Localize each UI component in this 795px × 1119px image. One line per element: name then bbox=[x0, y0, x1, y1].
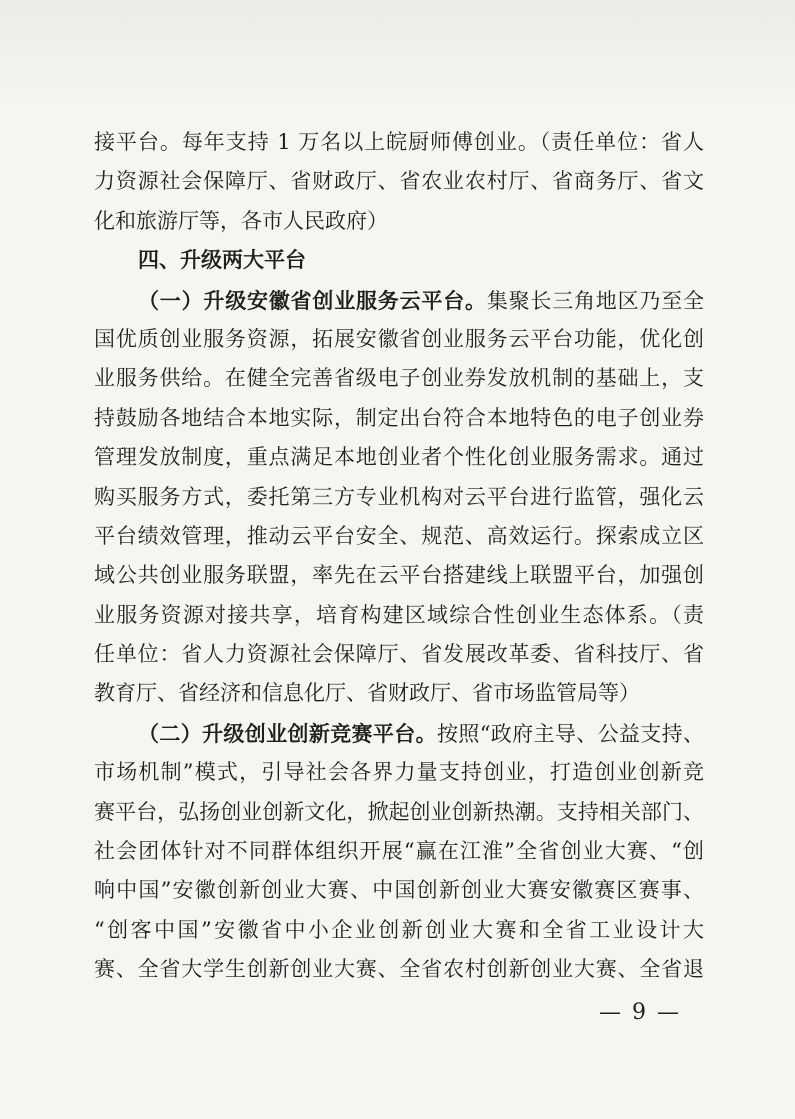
text-line: 力资源社会保障厅、省财政厅、省农业农村厅、省商务厅、省文 bbox=[94, 169, 704, 194]
section-heading: 四、升级两大平台 bbox=[138, 248, 306, 273]
body-text bbox=[94, 123, 704, 990]
text-line: 业服务资源对接共享，培育构建区域综合性创业生态体系。（责 bbox=[94, 602, 704, 627]
scan-shadow bbox=[0, 0, 795, 110]
page-number: — 9 — bbox=[599, 1000, 681, 1025]
text-run: 按照“政府主导、公益支持、 bbox=[436, 721, 704, 746]
text-line: 业服务供给。在健全完善省级电子创业券发放机制的基础上，支 bbox=[94, 366, 704, 391]
text-line: 平台绩效管理，推动云平台安全、规范、高效运行。探索成立区 bbox=[94, 523, 704, 548]
text-line: 接平台。每年支持 1 万名以上皖厨师傅创业。（责任单位：省人 bbox=[94, 130, 704, 154]
text-line: 管理发放制度，重点满足本地创业者个性化创业服务需求。通过 bbox=[94, 445, 704, 470]
text-line: 域公共创业服务联盟，率先在云平台搭建线上联盟平台，加强创 bbox=[94, 563, 704, 588]
text-line: 赛平台，弘扬创业创新文化，掀起创业创新热潮。支持相关部门、 bbox=[94, 799, 704, 824]
text-line: 赛、全省大学生创新创业大赛、全省农村创新创业大赛、全省退 bbox=[94, 957, 704, 982]
text-line: 化和旅游厅等，各市人民政府） bbox=[94, 208, 388, 233]
text-line: 持鼓励各地结合本地实际，制定出台符合本地特色的电子创业券 bbox=[94, 405, 704, 430]
text-line: 响中国”安徽创新创业大赛、中国创新创业大赛安徽赛区赛事、 bbox=[94, 878, 704, 903]
text-line: 国优质创业服务资源，拓展安徽省创业服务云平台功能，优化创 bbox=[94, 326, 704, 351]
text-line: 教育厅、省经济和信息化厅、省财政厅、省市场监管局等） bbox=[94, 681, 640, 706]
text-line: 购买服务方式，委托第三方专业机构对云平台进行监管，强化云 bbox=[94, 484, 704, 509]
text-line: “创客中国”安徽省中小企业创新创业大赛和全省工业设计大 bbox=[94, 917, 704, 942]
text-line: 社会团体针对不同群体组织开展“赢在江淮”全省创业大赛、“创 bbox=[94, 839, 704, 864]
text-line: 市场机制”模式，引导社会各界力量支持创业，打造创业创新竞 bbox=[94, 760, 704, 785]
paragraph-first-line bbox=[94, 714, 704, 753]
paragraph-first-line bbox=[94, 281, 704, 320]
text-run: 集聚长三角地区乃至全 bbox=[486, 288, 705, 313]
subsection-heading: （一）升级安徽省创业服务云平台。 bbox=[138, 287, 487, 313]
subsection-heading: （二）升级创业创新竞赛平台。 bbox=[138, 720, 437, 746]
text-line: 任单位：省人力资源社会保障厅、省发展改革委、省科技厅、省 bbox=[94, 642, 704, 667]
